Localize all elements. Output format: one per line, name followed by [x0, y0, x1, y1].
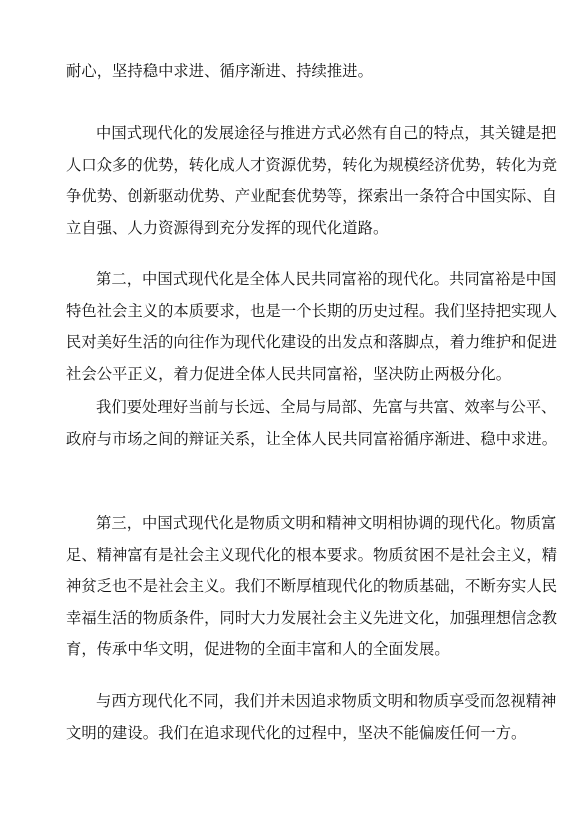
paragraph-development-path: [66, 118, 558, 244]
text-line: 第二，中国式现代化是全体人民共同富裕的现代化。共同富裕是中国: [96, 270, 557, 288]
text-line: 足、精神富有是社会主义现代化的根本要求。物质贫困不是社会主义，精: [66, 545, 558, 564]
text-line: 特色社会主义的本质要求，也是一个长期的历史过程。我们坚持把实现人: [66, 301, 558, 320]
text-line: 育，传承中华文明，促进物的全面丰富和人的全面发展。: [66, 640, 450, 658]
text-line: 第三，中国式现代化是物质文明和精神文明相协调的现代化。物质富: [96, 514, 557, 532]
text-line: 民对美好生活的向往作为现代化建设的出发点和落脚点，着力维护和促进: [66, 333, 558, 351]
paragraph-dialectical-relations: [66, 392, 558, 455]
paragraph-continuation: [66, 56, 516, 88]
text-line: 中国式现代化的发展途径与推进方式必然有自己的特点，其关键是把: [96, 124, 557, 142]
text-line: 人口众多的优势，转化成人才资源优势，转化为规模经济优势，转化为竞: [66, 155, 558, 174]
text-line: 幸福生活的物质条件，同时大力发展社会主义先进文化，加强理想信念教: [66, 608, 558, 627]
text-line: 与西方现代化不同，我们并未因追求物质文明和物质享受而忽视精神: [96, 692, 557, 710]
paragraph-material-spiritual: [66, 508, 558, 666]
text-line: 神贫乏也不是社会主义。我们不断厚植现代化的物质基础，不断夯实人民: [66, 577, 558, 595]
text-line: 争优势、创新驱动优势、产业配套优势等，探索出一条符合中国实际、自: [66, 187, 558, 205]
text-line: 社会公平正义，着力促进全体人民共同富裕，坚决防止两极分化。: [66, 364, 512, 383]
text-line: 政府与市场之间的辩证关系，让全体人民共同富裕循序渐进、稳中求进。: [66, 429, 558, 448]
paragraph-common-prosperity: [66, 264, 558, 390]
text-line: 耐心，坚持稳中求进、循序渐进、持续推进。: [66, 62, 373, 80]
paragraph-western-contrast: [66, 686, 557, 749]
text-line: 立自强、人力资源得到充分发挥的现代化道路。: [66, 218, 389, 237]
text-line: 文明的建设。我们在追求现代化的过程中，坚决不能偏废任何一方。: [66, 723, 527, 742]
text-line: 我们要处理好当前与长远、全局与局部、先富与共富、效率与公平、: [96, 398, 557, 416]
